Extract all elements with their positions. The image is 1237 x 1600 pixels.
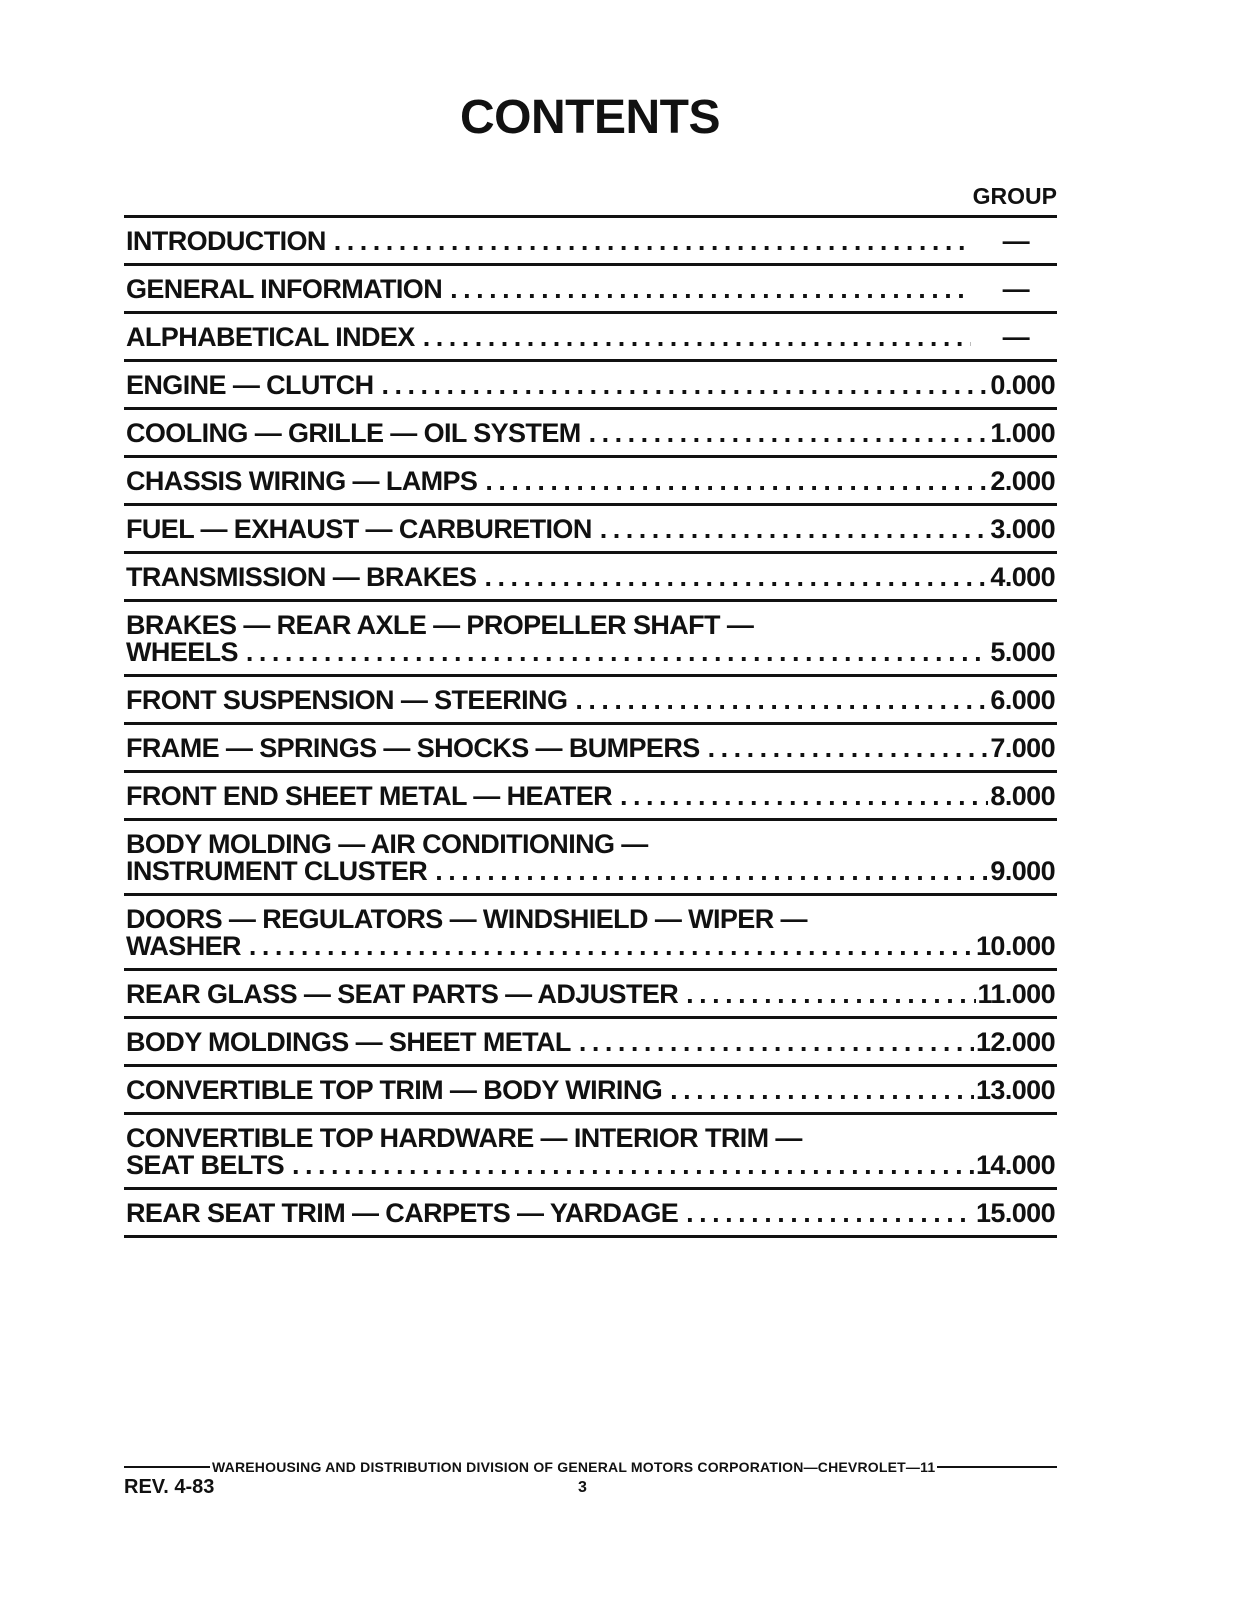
toc-entry-line [126,276,1055,303]
dot-leader [589,420,989,447]
toc-entry-group: 15.000 [976,1198,1055,1228]
toc-entry-line [126,687,1055,714]
dot-leader [485,468,988,495]
toc-entry-line [126,1125,1055,1152]
toc-entry [124,1115,1057,1190]
toc-entry-title: GENERAL INFORMATION [126,274,443,304]
toc-entry [124,677,1057,725]
toc-entry-title: BODY MOLDING — AIR CONDITIONING — [126,829,648,859]
page-number: 3 [578,1479,587,1496]
toc-entry-title: CONVERTIBLE TOP HARDWARE — INTERIOR TRIM — [126,1123,802,1153]
toc-entry-title: FUEL — EXHAUST — CARBURETION [126,514,592,544]
dot-leader [670,1077,974,1104]
toc-entry-group: 13.000 [976,1075,1055,1105]
toc-entry [124,506,1057,554]
dot-leader [686,1200,974,1227]
group-column-header: GROUP [972,183,1057,209]
toc-entry-line [126,468,1055,495]
toc-entry-group: 4.000 [990,562,1055,592]
dot-leader [579,1029,974,1056]
dot-leader [423,324,971,351]
dot-leader [484,564,988,591]
toc-entry [124,266,1057,314]
toc-entry-line [126,1029,1055,1056]
toc-entry-line [126,783,1055,810]
dot-leader [686,981,975,1008]
footer-line [124,1459,1057,1475]
toc-entry-group: 14.000 [976,1150,1055,1180]
revision-label: REV. 4-83 [124,1476,215,1498]
toc-entry-group: 10.000 [976,931,1055,961]
dot-leader [600,516,989,543]
toc-entry-line [126,981,1055,1008]
toc-entry-title: WHEELS [126,637,238,667]
toc-entry [124,1067,1057,1115]
toc-entry-line [126,324,1055,351]
toc-entry [124,896,1057,971]
toc-entry-group: 2.000 [990,466,1055,496]
toc-entry-title: TRANSMISSION — BRAKES [126,562,477,592]
toc-entry [124,218,1057,266]
dot-leader [620,783,988,810]
toc-entry-group: 7.000 [990,733,1055,763]
toc-entry [124,314,1057,362]
toc-entry-title: WASHER [126,931,241,961]
toc-entry-group: 8.000 [990,781,1055,811]
toc-entry-line [126,831,1055,858]
toc-entry [124,410,1057,458]
toc-entry-title: INTRODUCTION [126,226,326,256]
toc-entry-title: ALPHABETICAL INDEX [126,322,415,352]
toc-entry [124,1019,1057,1067]
toc-entry-line [126,1200,1055,1227]
toc-entry-title: FRONT SUSPENSION — STEERING [126,685,568,715]
footer-rule-right [937,1466,1057,1468]
toc-entry-title: DOORS — REGULATORS — WINDSHIELD — WIPER — [126,904,807,934]
toc-entry-title: REAR SEAT TRIM — CARPETS — YARDAGE [126,1198,679,1228]
toc-entry-title: SEAT BELTS [126,1150,285,1180]
contents-table [124,215,1057,1238]
toc-entry-title: COOLING — GRILLE — OIL SYSTEM [126,418,581,448]
toc-entry-group: 5.000 [990,637,1055,667]
toc-entry-line [126,516,1055,543]
toc-entry-line [126,933,1055,960]
toc-entry-group: 11.000 [977,979,1055,1009]
footer-rule-left [124,1466,210,1468]
toc-entry [124,971,1057,1019]
toc-entry-group: 6.000 [990,685,1055,715]
toc-entry-title: FRONT END SHEET METAL — HEATER [126,781,613,811]
toc-entry-line [126,420,1055,447]
dot-leader [708,735,989,762]
dot-leader [450,276,971,303]
toc-entry-group: 1.000 [990,418,1055,448]
dot-leader [334,228,971,255]
toc-entry-title: BRAKES — REAR AXLE — PROPELLER SHAFT — [126,610,754,640]
toc-entry-group: 9.000 [990,856,1055,886]
toc-entry-title: CONVERTIBLE TOP TRIM — BODY WIRING [126,1075,663,1105]
toc-entry-title: CHASSIS WIRING — LAMPS [126,466,478,496]
toc-entry-group: — [1002,322,1029,352]
toc-entry [124,821,1057,896]
toc-entry [124,725,1057,773]
toc-entry-title: ENGINE — CLUTCH [126,370,374,400]
toc-entry-line [126,612,1055,639]
toc-entry-group: 12.000 [976,1027,1055,1057]
toc-entry-group: — [1002,226,1029,256]
dot-leader [249,933,974,960]
toc-entry-title: INSTRUMENT CLUSTER [126,856,428,886]
page-title: CONTENTS [460,91,720,144]
toc-entry [124,458,1057,506]
footer-text: WAREHOUSING AND DISTRIBUTION DIVISION OF GENERAL MOTORS CORPORATION—CHEVROLET—11 [212,1459,936,1475]
toc-entry-line [126,372,1055,399]
toc-entry-line [126,1152,1055,1179]
toc-entry-line [126,228,1055,255]
toc-entry-line [126,564,1055,591]
toc-entry [124,554,1057,602]
dot-leader [435,858,988,885]
toc-entry-line [126,858,1055,885]
toc-entry [124,1190,1057,1238]
toc-entry-group: — [1002,274,1029,304]
dot-leader [382,372,989,399]
toc-entry [124,773,1057,821]
toc-entry [124,362,1057,410]
toc-entry-title: BODY MOLDINGS — SHEET METAL [126,1027,571,1057]
toc-entry-title: FRAME — SPRINGS — SHOCKS — BUMPERS [126,733,700,763]
toc-entry-line [126,906,1055,933]
toc-entry-group: 0.000 [990,370,1055,400]
toc-entry-line [126,735,1055,762]
toc-entry [124,602,1057,677]
dot-leader [292,1152,974,1179]
toc-entry-line [126,639,1055,666]
toc-entry-group: 3.000 [990,514,1055,544]
toc-entry-title: REAR GLASS — SEAT PARTS — ADJUSTER [126,979,679,1009]
dot-leader [575,687,988,714]
toc-entry-line [126,1077,1055,1104]
dot-leader [246,639,989,666]
